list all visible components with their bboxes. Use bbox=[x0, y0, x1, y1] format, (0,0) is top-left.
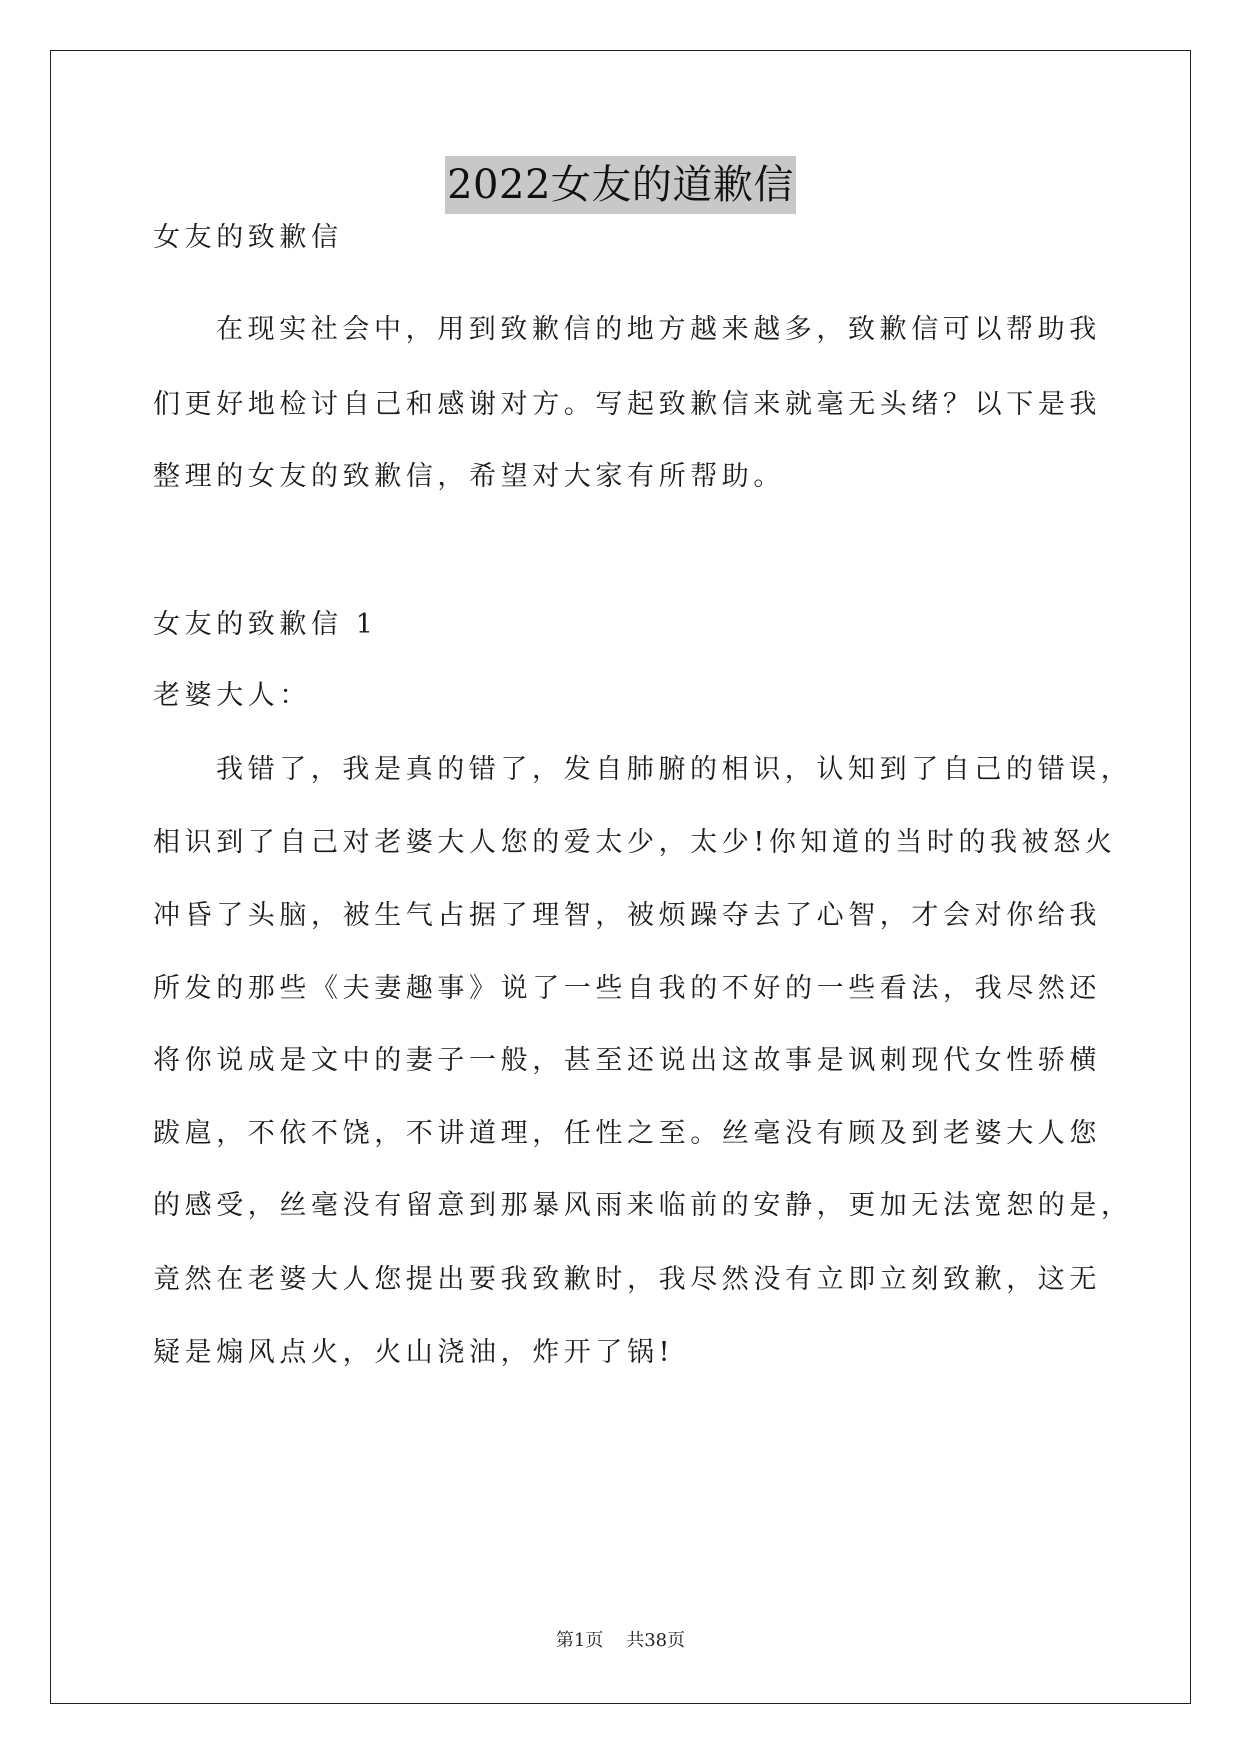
body-line: 我错了，我是真的错了，发自肺腑的相识，认知到了自己的错误， bbox=[216, 754, 1133, 785]
body-line: 疑是煽风点火，火山浇油，炸开了锅! bbox=[153, 1337, 675, 1368]
intro-line: 在现实社会中，用到致歉信的地方越来越多，致歉信可以帮助我 bbox=[216, 314, 1101, 345]
title-container bbox=[0, 156, 1241, 214]
body-line: 的感受，丝毫没有留意到那暴风雨来临前的安静，更加无法宽恕的是， bbox=[153, 1190, 1133, 1221]
letter-heading: 女友的致歉信 bbox=[153, 222, 343, 253]
body-line: 竟然在老婆大人您提出要我致歉时，我尽然没有立即立刻致歉，这无 bbox=[153, 1264, 1101, 1295]
salutation: 老婆大人： bbox=[153, 680, 311, 711]
page-border bbox=[50, 50, 1191, 1704]
section-title: 女友的致歉信 1 bbox=[153, 609, 378, 640]
body-line: 所发的那些《夫妻趣事》说了一些自我的不好的一些看法，我尽然还 bbox=[153, 973, 1101, 1004]
intro-line: 们更好地检讨自己和感谢对方。写起致歉信来就毫无头绪？以下是我 bbox=[153, 389, 1101, 420]
document-title: 2022女友的道歉信 bbox=[445, 156, 796, 214]
page-number: 第1页 共38页 bbox=[555, 1630, 686, 1651]
intro-line: 整理的女友的致歉信，希望对大家有所帮助。 bbox=[153, 461, 785, 492]
body-line: 将你说成是文中的妻子一般，甚至还说出这故事是讽刺现代女性骄横 bbox=[153, 1045, 1101, 1076]
body-line: 跋扈，不依不饶，不讲道理，任性之至。丝毫没有顾及到老婆大人您 bbox=[153, 1118, 1101, 1149]
body-line: 冲昏了头脑，被生气占据了理智，被烦躁夺去了心智，才会对你给我 bbox=[153, 900, 1101, 931]
body-line: 相识到了自己对老婆大人您的爱太少，太少!你知道的当时的我被怒火 bbox=[153, 827, 1117, 858]
